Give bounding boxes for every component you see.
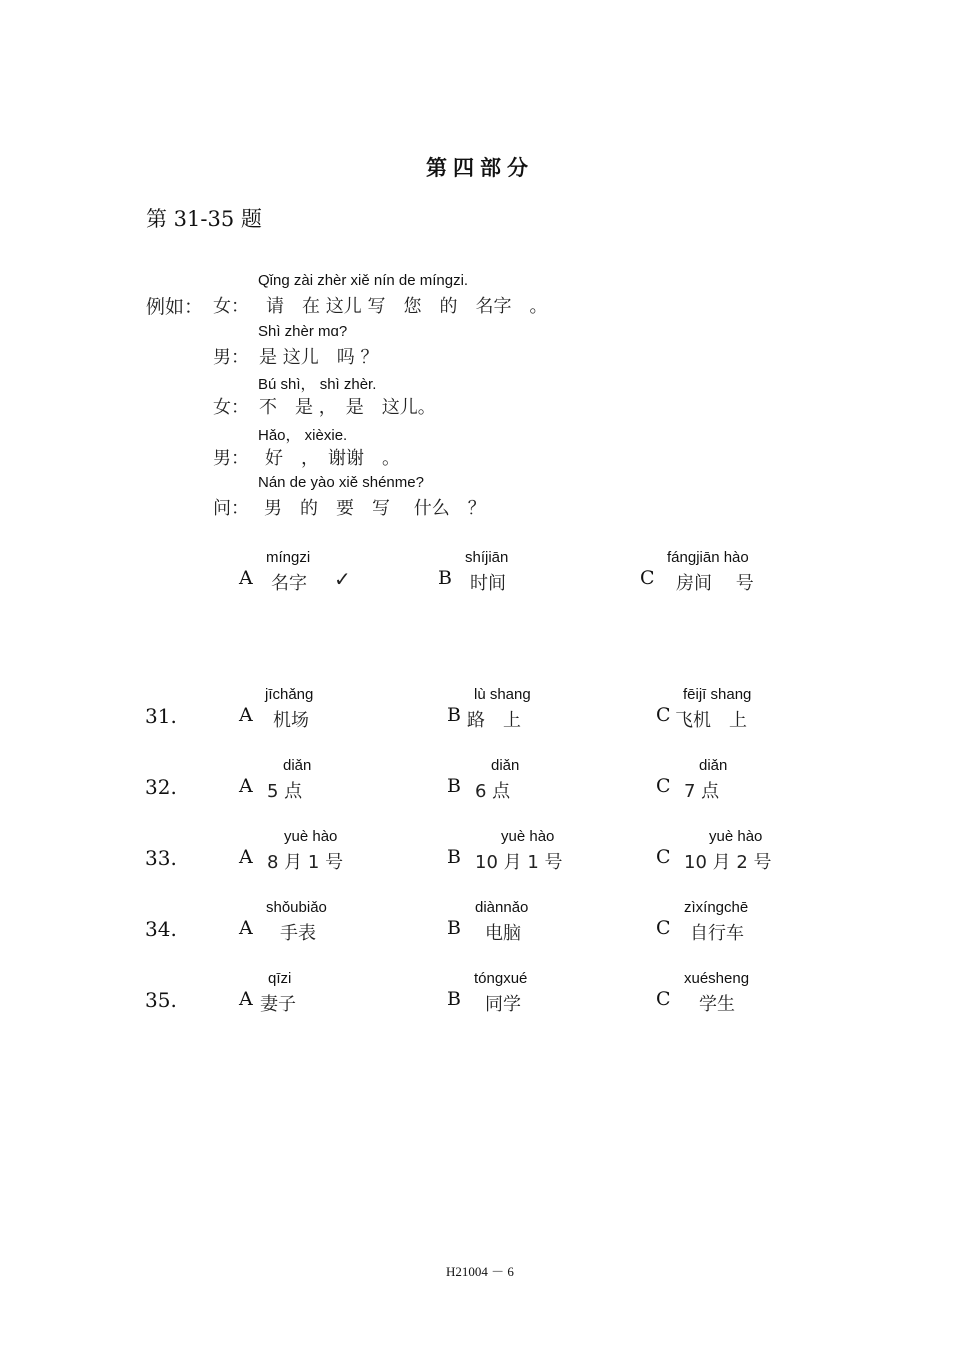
question-number: 33. (145, 846, 177, 870)
option-pinyin: fēijī shang (683, 686, 752, 703)
option-c-letter[interactable]: C (656, 988, 671, 1010)
option-pinyin: yuè hào (284, 828, 338, 845)
option-c-letter[interactable]: C (656, 775, 671, 797)
option-pinyin: diǎn (699, 757, 728, 774)
option-pinyin: yuè hào (709, 828, 763, 845)
example-line-hanzi: 请 在 这儿 写 您 的 名字 。 (266, 296, 548, 317)
example-line-pinyin: Bú shì， shì zhèr. (258, 376, 377, 393)
option-c-hanzi: 7 点 (684, 781, 720, 802)
option-a-hanzi: 5 点 (267, 781, 303, 802)
option-a-letter[interactable]: A (239, 917, 253, 939)
option-a-hanzi: 机场 (273, 710, 309, 731)
example-line-hanzi: 好 ， 谢谢 。 (265, 448, 400, 469)
page-footer: H21004 － 6 (446, 1264, 514, 1279)
option-b-hanzi: 路 上 (467, 710, 521, 731)
section-title: 第四部分 (426, 156, 534, 180)
option-b-letter[interactable]: B (447, 917, 461, 939)
option-b-letter[interactable]: B (447, 775, 461, 797)
option-c-hanzi: 飞机 上 (675, 710, 747, 731)
option-hanzi: 时间 (470, 573, 506, 594)
option-letter: B (438, 567, 452, 589)
example-line-speaker: 女： (213, 296, 249, 317)
option-c-hanzi: 学生 (699, 994, 735, 1015)
option-pinyin: xuésheng (684, 970, 750, 987)
example-line-speaker: 男： (213, 347, 249, 368)
option-a-letter[interactable]: A (239, 846, 253, 868)
option-c-hanzi: 自行车 (690, 923, 744, 944)
example-line-speaker: 男： (213, 448, 249, 469)
example-line-pinyin: Shì zhèr mɑ? (258, 323, 348, 340)
example-line-hanzi: 男 的 要 写 什么 ？ (264, 498, 486, 519)
option-a-letter[interactable]: A (239, 704, 253, 726)
example-prefix: 例如： (146, 296, 204, 318)
option-c-letter[interactable]: C (656, 704, 671, 726)
option-pinyin: diànnǎo (475, 899, 529, 916)
option-pinyin: diǎn (283, 757, 312, 774)
option-b-hanzi: 同学 (485, 994, 521, 1015)
option-c-letter[interactable]: C (656, 846, 671, 868)
example-line-pinyin: Nán de yào xiě shénme? (258, 474, 424, 491)
option-b-hanzi: 电脑 (485, 923, 521, 944)
option-b-hanzi: 10 月 1 号 (475, 852, 563, 873)
option-c-letter[interactable]: C (656, 917, 671, 939)
option-pinyin: diǎn (491, 757, 520, 774)
option-pinyin: fángjiān hào (667, 549, 749, 566)
option-b-letter[interactable]: B (447, 846, 461, 868)
option-pinyin: lù shang (474, 686, 531, 703)
option-a-hanzi: 妻子 (260, 994, 296, 1015)
option-letter: A (239, 567, 253, 589)
option-a-letter[interactable]: A (239, 988, 253, 1010)
option-a-hanzi: 手表 (280, 923, 316, 944)
question-number: 35. (145, 988, 177, 1012)
option-pinyin: míngzi (266, 549, 311, 566)
example-line-hanzi: 不 是 ， 是 这儿。 (259, 397, 436, 418)
example-line-speaker: 女： (213, 397, 249, 418)
option-c-hanzi: 10 月 2 号 (684, 852, 772, 873)
question-number: 31. (145, 704, 177, 728)
option-letter: C (640, 567, 655, 589)
option-pinyin: zìxíngchē (684, 899, 749, 916)
option-a-hanzi: 8 月 1 号 (267, 852, 344, 873)
example-line-speaker: 问： (213, 498, 249, 519)
question-number: 34. (145, 917, 177, 941)
option-b-hanzi: 6 点 (475, 781, 511, 802)
option-pinyin: shǒubiǎo (266, 899, 327, 916)
question-range: 第 31-35 题 (146, 207, 262, 231)
option-hanzi: 房间 号 (676, 573, 754, 594)
option-pinyin: yuè hào (501, 828, 555, 845)
example-line-pinyin: Qǐng zài zhèr xiě nín de míngzi. (258, 272, 469, 289)
option-b-letter[interactable]: B (447, 988, 461, 1010)
question-number: 32. (145, 775, 177, 799)
option-a-letter[interactable]: A (239, 775, 253, 797)
example-line-pinyin: Hǎo， xièxie. (258, 427, 348, 444)
option-hanzi: 名字 (271, 573, 307, 594)
option-pinyin: tóngxué (474, 970, 528, 987)
option-pinyin: qīzi (268, 970, 292, 987)
option-pinyin: jīchǎng (265, 686, 314, 703)
option-pinyin: shíjiān (465, 549, 509, 566)
example-line-hanzi: 是 这儿 吗 ？ (259, 347, 379, 368)
checkmark-icon: ✓ (334, 567, 351, 591)
option-b-letter[interactable]: B (447, 704, 461, 726)
